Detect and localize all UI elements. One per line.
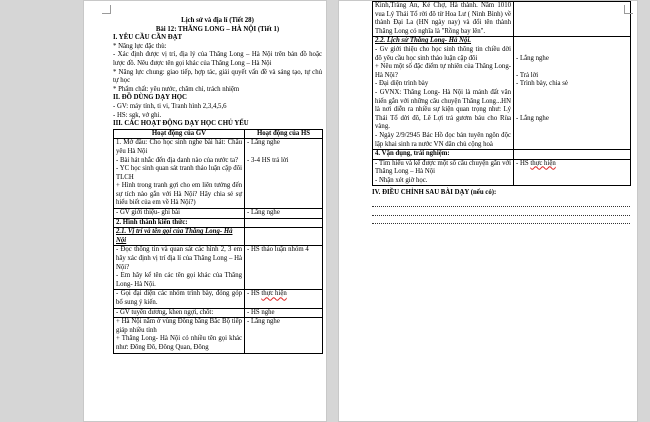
cell-text: 1. Mở đầu: Cho học sinh nghe bài hát: Châu yêu Hà Nội [116, 139, 242, 155]
cell-text: - 3-4 HS trả lời [247, 156, 289, 164]
cell-text: - Em hãy kể tên các tên gọi khác của Thăng Long- Hà Nội. [116, 272, 242, 288]
teacher-cell [373, 159, 514, 186]
objective-line: - Xác định được vị trí, địa lý của Thăng Long – Hà Nội trên bản đồ hoặc lược đồ. Nêu được tên gọi khác của Thăng Long – Hà Nội [113, 51, 322, 67]
cell-text: - YC học sinh quan sát tranh thảo luận cặp đôi TLCH [116, 165, 242, 181]
table-header-row [114, 129, 323, 139]
subsection-cell: 2.1. Vị trí và tên gọi của Thăng Long- Hà Nội [114, 228, 245, 246]
dotted-line [372, 199, 630, 207]
section-cell: 2. Hình thành kiến thức: [114, 218, 245, 228]
student-cell [245, 228, 323, 246]
section-2-heading: II. ĐỒ DÙNG DẠY HỌC [113, 94, 187, 102]
objective-line: * Năng lực đặc thù: [113, 42, 167, 50]
table-row [114, 318, 323, 353]
student-cell [514, 150, 631, 160]
cell-text: - Bài hát nhắc đến địa danh nào của nước ta? [116, 156, 239, 164]
cell-text: + Hình trong tranh gợi cho em liên tưởng đến sự tích nào gắn với Hà Nội? Hãy chia sẻ sự hiểu biết của em về Hà Nội?) [116, 182, 242, 207]
section-3-heading: III. CÁC HOẠT ĐỘNG DẠY HỌC CHỦ YẾU [113, 120, 249, 128]
spell-flagged-word: thực hiện [530, 159, 556, 167]
student-cell: - HS thảo luận nhóm 4 [245, 246, 323, 290]
cell-text: - Trình bày, chia sẻ [516, 80, 568, 88]
section-cell: 4. Vận dụng, trải nghiệm: [373, 150, 514, 160]
cell-text: - HS [247, 290, 262, 298]
student-cell: - Lắng nghe [245, 209, 323, 219]
materials-line: - GV: máy tính, ti vi, Tranh hình 2,3,4,5,6 [113, 102, 227, 110]
teacher-cell: - Gọi đại diện các nhóm trình bày, đóng góp bổ sung ý kiến. [114, 290, 245, 308]
student-cell [514, 159, 631, 186]
student-cell [514, 2, 631, 37]
cell-text: - Đại diện trình bày [375, 80, 429, 88]
activities-table-continued [372, 1, 631, 186]
table-row [114, 228, 323, 246]
cell-text: - Tìm hiểu và kể được một số câu chuyện gắn với Thăng Long – Hà Nội [375, 159, 511, 176]
cell-text: - Lắng nghe [247, 139, 280, 147]
cell-text: - Lắng nghe [516, 114, 549, 122]
table-row [114, 308, 323, 318]
student-cell [514, 37, 631, 150]
table-row [114, 139, 323, 209]
page-title: Lịch sử và địa lí (Tiết 28) [181, 17, 254, 24]
cell-text: - Nhận xét giờ học. [375, 176, 428, 184]
objective-line: * Năng lực chung: giao tiếp, hợp tác, giải quyết vấn đề và sáng tạo, tự chủ tự học [113, 68, 322, 85]
column-header: Hoạt động của GV [114, 129, 245, 139]
cell-text: + Thăng Long- Hà Nội có nhiều tên gọi khác như: Đông Đô, Đông Quan, Đông [116, 335, 242, 351]
objective-line: * Phẩm chất: yêu nước, chăm chỉ, trách nhiệm [113, 85, 240, 93]
cell-text: - Ngày 2/9/2945 Bác Hồ đọc bản tuyên ngôn độc lập khai sinh ra nước VN dân chủ cộng hoà [375, 131, 511, 148]
crop-mark-top-right [624, 5, 633, 14]
dotted-line [372, 207, 630, 215]
crop-mark-top-left [102, 5, 111, 14]
lesson-title: Bài 12: THĂNG LONG – HÀ NỘI (Tiết 1) [155, 25, 280, 33]
column-header: Hoạt động của HS [245, 129, 323, 139]
student-cell [245, 290, 323, 308]
table-row [114, 290, 323, 308]
teacher-cell [114, 139, 245, 209]
section-1-heading: I. YÊU CẦU CẦN ĐẠT [113, 34, 183, 42]
materials-line: - HS: sgk, vở ghi. [113, 111, 162, 119]
table-row [114, 246, 323, 290]
cell-text: - HS [516, 159, 531, 167]
page-right-content [372, 1, 630, 224]
document-page-left [83, 0, 327, 422]
teacher-cell [114, 318, 245, 353]
document-page-right [338, 0, 638, 422]
table-row [114, 209, 323, 219]
student-cell [245, 218, 323, 228]
table-row [373, 150, 631, 160]
teacher-cell [114, 246, 245, 290]
teacher-cell: - GV tuyên dương, khen ngợi, chốt: [114, 308, 245, 318]
cell-text: - Đọc thông tin và quan sát các hình 2, 3 em hãy xác định vị trí địa lí của Thăng Long – Hà Nội? [116, 246, 242, 271]
cell-text: - Gv giới thiệu cho học sinh thông tin chiều dời đô yêu cầu học sinh thảo luận cặp đôi [375, 45, 511, 62]
subsection-heading: 2.2. Lịch sử Thăng Long- Hà Nội. [375, 37, 472, 45]
cell-text: - Trả lời [516, 71, 539, 79]
page-left-content [113, 17, 322, 354]
cell-text: + Nêu một số đặc điểm tự nhiên của Thăng Long- Hà Nội? [375, 63, 511, 79]
student-cell [245, 139, 323, 209]
student-cell: - HS nghe [245, 308, 323, 318]
table-row [373, 37, 631, 150]
section-4-heading: IV. ĐIỀU CHỈNH SAU BÀI DẠY (nếu có): [372, 189, 497, 197]
student-cell: - Lắng nghe [245, 318, 323, 353]
teacher-cell [373, 37, 514, 150]
dotted-line [372, 216, 630, 224]
activities-table [113, 129, 323, 354]
table-row [373, 159, 631, 186]
table-row [114, 218, 323, 228]
teacher-cell: - GV giới thiệu- ghi bài [114, 209, 245, 219]
spell-flagged-word: thực hiện [261, 290, 287, 298]
cell-text: - Lắng nghe [516, 54, 549, 62]
table-row [373, 2, 631, 37]
cell-text: - GVNX: Thăng Long- Hà Nội là mảnh đất văn hiến gắn với những câu chuyện Thăng Long...HN là nơi diễn ra nhiều sự kiện quan trọng như: Lý Thái Tổ dời đô, Lê Lợi trả gươm báu cho Rùa vàng. [375, 88, 511, 131]
cell-text: + Hà Nội nằm ở vùng Đồng bằng Bắc Bộ tiếp giáp nhiều tỉnh [116, 318, 242, 334]
teacher-cell: Kinh,Tràng An, Kẻ Chợ, Hà thành. Năm 1010 vua Lý Thái Tổ rời đô từ Hoa Lư ( Ninh Bình) về thành Đại La (HN ngày nay) và đổi tên thành Thăng Long có nghĩa là "Rồng bay lên". [373, 2, 514, 37]
